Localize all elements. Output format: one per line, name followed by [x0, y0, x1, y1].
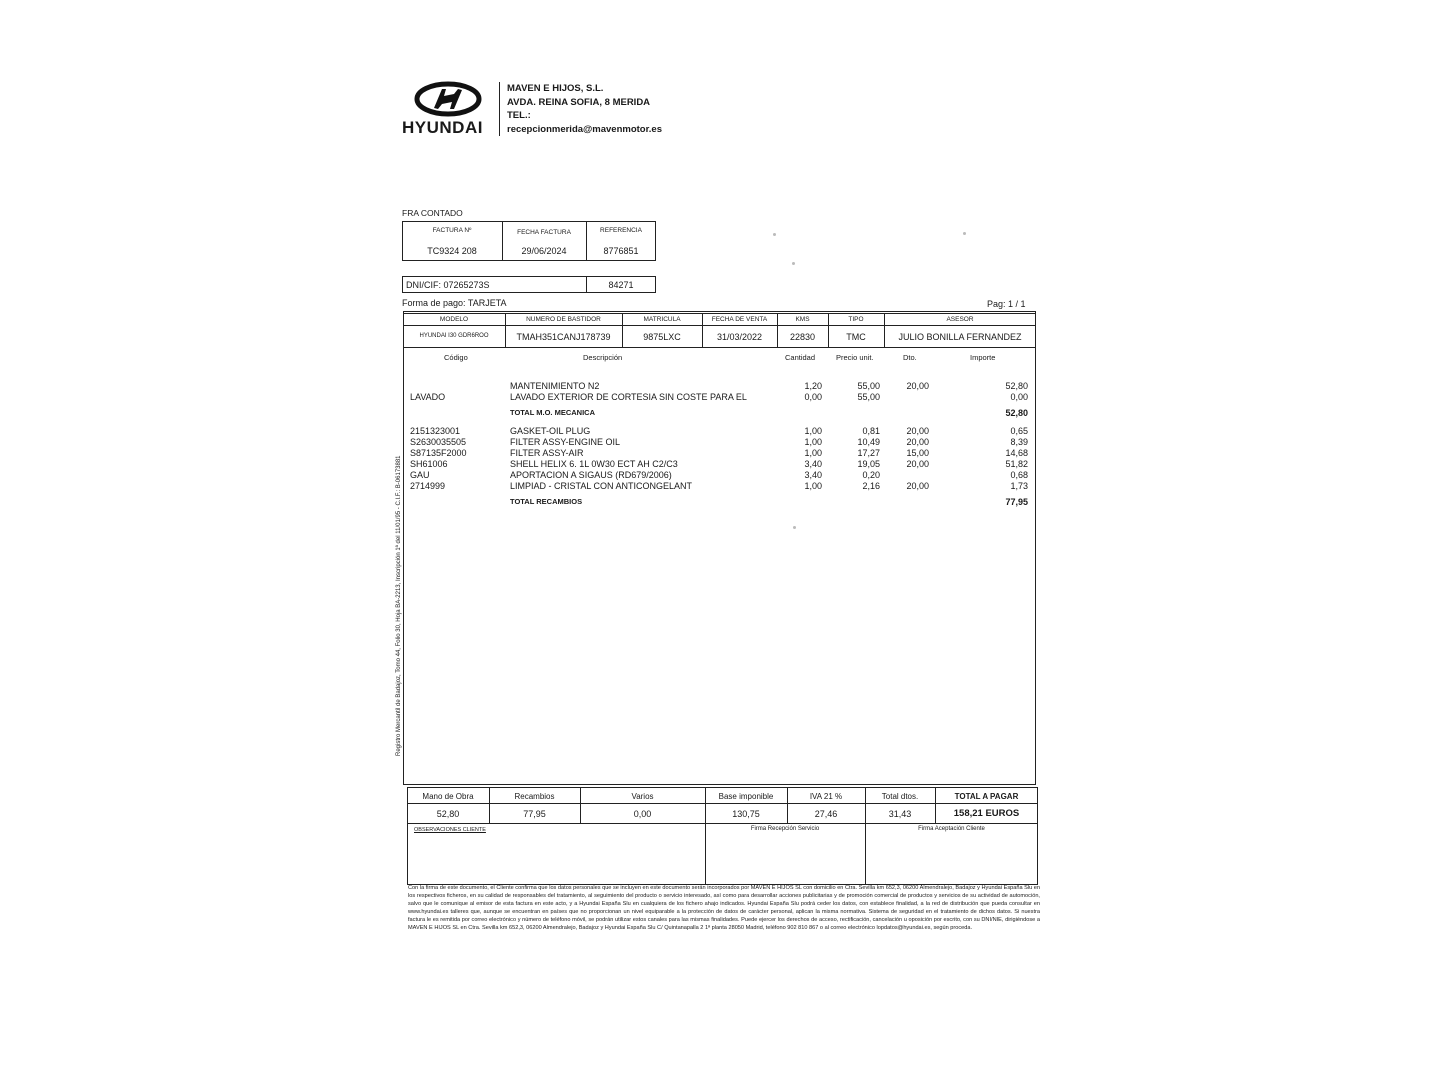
total-base-label: Base imponible — [718, 792, 774, 801]
line-unit-price: 55,00 — [857, 381, 880, 391]
line-unit-price: 2,16 — [862, 481, 880, 491]
invoice-date-label: FECHA FACTURA — [517, 229, 571, 236]
labor-line — [0, 381, 1440, 392]
legal-notice: Con la firma de este documento, el Cliente confirma que los datos personales que se incluyen en este documento serán incorporados por MAVEN E HIJOS SL con domicilio en Ctra. Sevilla km 652,3, 06200 Almendralejo, Badajoz y Hyundai España Slu en los respectivos ficheros, en su calidad de responsables del tratamiento, al seguimiento del producto o servicio interesado, así como para desarrollar acciones publicitarias y de promoción comercial de productos y servicios de su actividad de automoción, salvo que le comunique al emisor de esta factura en este acto, y a Hyundai España Slu en cualquiera de los fichero ahajo indicados. Hyundai España Slu podrá ceder los datos, con establece finalidad, a la red de distribución que pueda consultar en www.hyundai.es talleres que, aunque se encuentran en países que no proporcionan un nivel equiparable a la protección de datos de carácter personal, aplican la misma normativa. Sistema de seguridad en el tratamiento de dichos datos. Si nuestra factura le es remitida por correo electrónico y número de teléfono móvil, se podrán utilizar estos canales para las mismas finalidades. Puede ejercer los derechos de acceso, rectificación, cancelación u oposición por escrito, con su DNI/NIE, dirigiéndose a MAVEN E HIJOS SL en Ctra. Sevilla km 652,3, 06200 Almendralejo, Badajoz y Hyundai España Slu C/ Quintanapalla 2 1ª planta 28050 Madrid, teléfono 902 810 867 o al correo electrónico lopdatos@hyundai.es, según proceda. — [408, 885, 1040, 932]
company-block — [507, 82, 662, 136]
column-quantity: Cantidad — [785, 353, 816, 362]
total-to-pay-value: 158,21 EUROS — [953, 808, 1020, 819]
line-amount: 14,68 — [1005, 448, 1028, 458]
line-unit-price: 0,20 — [862, 470, 880, 480]
invoice-date: 29/06/2024 — [521, 246, 567, 256]
line-code: GAU — [410, 470, 430, 480]
line-description: MANTENIMIENTO N2 — [510, 381, 600, 391]
line-unit-price: 55,00 — [857, 392, 880, 402]
column-code: Código — [444, 353, 468, 362]
hyundai-logo — [400, 80, 496, 138]
line-quantity: 1,00 — [804, 481, 822, 491]
labor-total — [0, 408, 1440, 419]
total-vat-label: IVA 21 % — [809, 792, 843, 801]
vehicle-type: TMC — [846, 332, 866, 342]
column-discount: Dto. — [903, 353, 917, 362]
line-description: FILTER ASSY-ENGINE OIL — [510, 437, 621, 447]
line-unit-price: 0,81 — [862, 426, 880, 436]
line-quantity: 1,20 — [804, 381, 822, 391]
total-base-value: 130,75 — [732, 809, 760, 819]
vehicle-type-label: TIPO — [848, 316, 864, 323]
column-unit-price: Precio unit. — [836, 353, 874, 362]
vehicle-advisor-label: ASESOR — [946, 316, 974, 323]
total-parts-label: Recambios — [514, 792, 555, 801]
line-code: S2630035505 — [410, 437, 467, 447]
hyundai-logo-icon — [400, 80, 496, 120]
line-amount: 1,73 — [1010, 481, 1028, 491]
line-amount: 0,68 — [1010, 470, 1028, 480]
line-discount: 20,00 — [906, 437, 929, 447]
line-code: 2151323001 — [410, 426, 461, 436]
line-amount: 8,39 — [1010, 437, 1028, 447]
invoice-reference: 8776851 — [603, 246, 639, 256]
part-line — [0, 426, 1440, 437]
line-discount: 15,00 — [906, 448, 929, 458]
total-misc-label: Varios — [631, 792, 654, 801]
parts-total — [0, 497, 1440, 508]
column-headers — [0, 353, 1440, 364]
labor-total-amount: 52,80 — [1005, 408, 1028, 418]
line-amount: 51,82 — [1005, 459, 1028, 469]
vehicle-model-label: MODELO — [439, 316, 469, 323]
line-discount: 20,00 — [906, 381, 929, 391]
company-address: AVDA. REINA SOFIA, 8 MERIDA — [507, 96, 651, 108]
total-discount-label: Total dtos. — [881, 792, 919, 801]
vehicle-vin-label: NUMERO DE BASTIDOR — [526, 316, 601, 323]
vehicle-sale-date: 31/03/2022 — [716, 332, 763, 342]
vehicle-plate: 9875LXC — [643, 332, 681, 342]
line-discount: 20,00 — [906, 481, 929, 491]
invoice-reference-label: REFERENCIA — [600, 227, 642, 234]
line-unit-price: 19,05 — [857, 459, 880, 469]
vehicle-kms-label: KMS — [795, 316, 810, 323]
line-quantity: 3,40 — [804, 470, 822, 480]
line-code: LAVADO — [410, 392, 446, 402]
workshop-signature-label: Firma Recepción Servicio — [750, 826, 820, 832]
total-to-pay-label: TOTAL A PAGAR — [954, 792, 1019, 801]
column-description: Descripción — [583, 353, 623, 362]
line-amount: 52,80 — [1005, 381, 1028, 391]
labor-total-label: TOTAL M.O. MECANICA — [510, 408, 595, 417]
line-quantity: 1,00 — [804, 437, 822, 447]
line-description: LIMPIAD - CRISTAL CON ANTICONGELANT — [510, 481, 693, 491]
vehicle-vin: TMAH351CANJ178739 — [516, 332, 611, 342]
line-amount: 0,00 — [1010, 392, 1028, 402]
total-labor-value: 52,80 — [436, 809, 460, 819]
company-name: MAVEN E HIJOS, S.L. — [507, 83, 604, 94]
payment-method: Forma de pago: TARJETA — [402, 298, 507, 308]
vehicle-sale-date-label: FECHA DE VENTA — [711, 316, 768, 323]
labor-line — [0, 392, 1440, 403]
line-quantity: 1,00 — [804, 448, 822, 458]
line-quantity: 3,40 — [804, 459, 822, 469]
part-line — [0, 448, 1440, 459]
total-discount-value: 31,43 — [888, 809, 912, 819]
line-description: LAVADO EXTERIOR DE CORTESIA SIN COSTE PARA EL — [510, 392, 747, 402]
company-email: recepcionmerida@mavenmotor.es — [507, 123, 662, 135]
client-signature-label: Firma Aceptación Cliente — [918, 826, 985, 832]
brand-name: HYUNDAI — [402, 118, 483, 137]
client-code: 84271 — [608, 280, 634, 290]
vehicle-advisor: JULIO BONILLA FERNANDEZ — [898, 332, 1022, 342]
vehicle-plate-label: MATRICULA — [643, 316, 681, 323]
part-line — [0, 481, 1440, 492]
line-description: GASKET-OIL PLUG — [510, 426, 591, 436]
invoice-number: TC9324 208 — [427, 246, 477, 256]
totals-frame — [407, 787, 1038, 885]
line-discount: 20,00 — [906, 459, 929, 469]
invoice-type: FRA CONTADO — [402, 208, 463, 218]
line-amount: 0,65 — [1010, 426, 1028, 436]
vehicle-kms: 22830 — [789, 332, 816, 342]
total-labor-label: Mano de Obra — [422, 792, 474, 801]
parts-total-label: TOTAL RECAMBIOS — [510, 497, 583, 506]
parts-total-amount: 77,95 — [1005, 497, 1028, 507]
total-misc-value: 0,00 — [633, 809, 652, 819]
page-number: Pag: 1 / 1 — [987, 299, 1026, 309]
line-discount: 20,00 — [906, 426, 929, 436]
observations-label: OBSERVACIONES CLIENTE — [414, 827, 486, 833]
registry-text: Registro Mercantil de Badajoz, Tomo 44, Folio 30, Hoja BA-2213, Inscripción 1ª del 11/01/95 - C.I.F.: B-06173881 — [396, 455, 402, 756]
line-description: SHELL HELIX 6. 1L 0W30 ECT AH C2/C3 — [510, 459, 678, 469]
line-unit-price: 10,49 — [857, 437, 880, 447]
line-code: S87135F2000 — [410, 448, 467, 458]
invoice-number-label: FACTURA Nº — [432, 227, 472, 234]
line-description: FILTER ASSY-AIR — [510, 448, 584, 458]
line-code: SH61006 — [410, 459, 448, 469]
total-vat-value: 27,46 — [814, 809, 838, 819]
line-description: APORTACION A SIGAUS (RD679/2006) — [510, 470, 672, 480]
line-quantity: 0,00 — [804, 392, 822, 402]
column-amount: Importe — [970, 353, 996, 362]
company-tel: TEL.: — [507, 110, 531, 121]
client-nif: DNI/CIF: 07265273S — [406, 280, 490, 290]
part-line — [0, 459, 1440, 470]
part-line — [0, 437, 1440, 448]
vehicle-model: HYUNDAI I30 GDR6ROO — [419, 333, 489, 339]
total-parts-value: 77,95 — [523, 809, 546, 819]
line-code: 2714999 — [410, 481, 446, 491]
line-unit-price: 17,27 — [857, 448, 880, 458]
part-line — [0, 470, 1440, 481]
line-quantity: 1,00 — [804, 426, 822, 436]
